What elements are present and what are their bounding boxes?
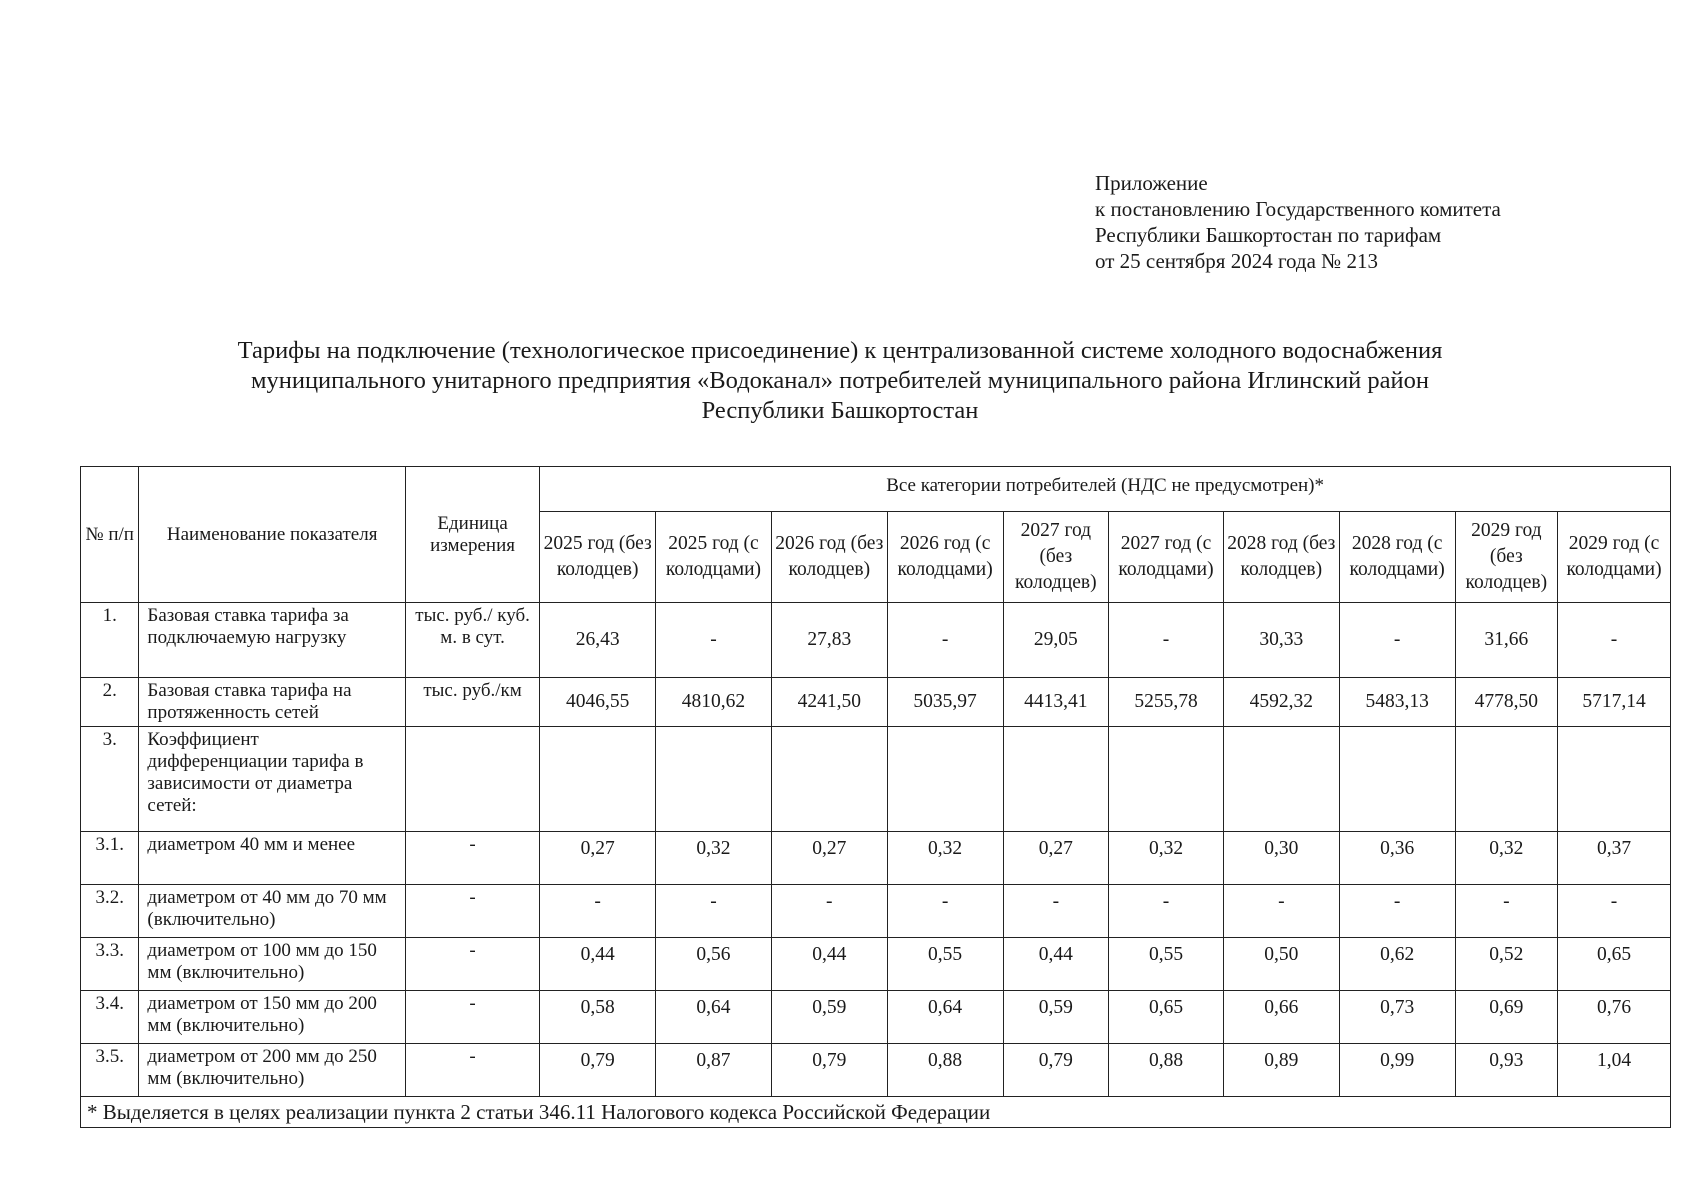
row-value: - <box>1339 885 1455 938</box>
row-value: 29,05 <box>1003 603 1109 678</box>
row-number: 3.4. <box>81 991 139 1044</box>
row-value: - <box>1339 603 1455 678</box>
table-row <box>81 678 1671 727</box>
row-unit <box>405 727 539 832</box>
header-name: Наименование показателя <box>139 467 406 603</box>
row-value: 0,65 <box>1558 938 1671 991</box>
row-value: 0,55 <box>887 938 1003 991</box>
header-year: 2026 год (без колодцев) <box>771 512 887 603</box>
row-value <box>1003 727 1109 832</box>
header-unit: Единица измерения <box>405 467 539 603</box>
row-value: 0,32 <box>887 832 1003 885</box>
row-value: - <box>771 885 887 938</box>
row-value: - <box>656 885 772 938</box>
header-year: 2025 год (без колодцев) <box>540 512 656 603</box>
table-header-row <box>81 467 1671 512</box>
row-indicator-name: диаметром 40 мм и менее <box>139 832 406 885</box>
row-value <box>1455 727 1558 832</box>
row-value: 0,27 <box>540 832 656 885</box>
table-row <box>81 603 1671 678</box>
row-indicator-name: диаметром от 100 мм до 150 мм (включительно) <box>139 938 406 991</box>
header-year: 2026 год (с колодцами) <box>887 512 1003 603</box>
header-year: 2028 год (с колодцами) <box>1339 512 1455 603</box>
row-value: 0,56 <box>656 938 772 991</box>
row-number: 1. <box>81 603 139 678</box>
table-row <box>81 885 1671 938</box>
row-number: 3.2. <box>81 885 139 938</box>
table-body <box>81 603 1671 1097</box>
row-value: 0,79 <box>771 1044 887 1097</box>
header-year: 2028 год (без колодцев) <box>1223 512 1339 603</box>
appendix-line: от 25 сентября 2024 года № 213 <box>1095 249 1378 273</box>
row-value: 0,27 <box>1003 832 1109 885</box>
row-value: 0,64 <box>656 991 772 1044</box>
title-line: Тарифы на подключение (технологическое присоединение) к централизованной системе холодного водоснабжения <box>237 337 1443 364</box>
row-value <box>771 727 887 832</box>
row-value: 4778,50 <box>1455 678 1558 727</box>
row-number: 2. <box>81 678 139 727</box>
row-value: 0,87 <box>656 1044 772 1097</box>
appendix-line: Приложение <box>1095 171 1208 195</box>
row-indicator-name: Базовая ставка тарифа на протяженность сетей <box>139 678 406 727</box>
row-value: 27,83 <box>771 603 887 678</box>
header-year: 2029 год (с колодцами) <box>1558 512 1671 603</box>
row-unit: - <box>405 885 539 938</box>
row-value: 4810,62 <box>656 678 772 727</box>
row-value: - <box>887 603 1003 678</box>
row-value: - <box>656 603 772 678</box>
row-unit: - <box>405 991 539 1044</box>
appendix-line: Республики Башкортостан по тарифам <box>1095 223 1442 247</box>
row-indicator-name: диаметром от 150 мм до 200 мм (включительно) <box>139 991 406 1044</box>
table-row <box>81 1044 1671 1097</box>
row-unit: - <box>405 832 539 885</box>
row-value: 0,36 <box>1339 832 1455 885</box>
header-year: 2025 год (с колодцами) <box>656 512 772 603</box>
row-value: 0,93 <box>1455 1044 1558 1097</box>
row-value: 0,88 <box>1109 1044 1224 1097</box>
table-row <box>81 727 1671 832</box>
row-value: 0,58 <box>540 991 656 1044</box>
row-value: - <box>1109 885 1224 938</box>
row-number: 3.3. <box>81 938 139 991</box>
row-value: - <box>540 885 656 938</box>
row-value: - <box>1003 885 1109 938</box>
row-value <box>1109 727 1224 832</box>
row-value: 5035,97 <box>887 678 1003 727</box>
row-value: 0,50 <box>1223 938 1339 991</box>
row-value <box>1223 727 1339 832</box>
row-value: 0,66 <box>1223 991 1339 1044</box>
tariff-table <box>80 466 1671 1128</box>
row-value: 0,59 <box>1003 991 1109 1044</box>
row-indicator-name: Коэффициент дифференциации тарифа в зависимости от диаметра сетей: <box>139 727 406 832</box>
row-value: 0,79 <box>540 1044 656 1097</box>
header-year: 2027 год (с колодцами) <box>1109 512 1224 603</box>
row-value: 4046,55 <box>540 678 656 727</box>
row-value: 26,43 <box>540 603 656 678</box>
row-value: 0,69 <box>1455 991 1558 1044</box>
row-value: 0,73 <box>1339 991 1455 1044</box>
row-value: 0,76 <box>1558 991 1671 1044</box>
row-value: 4413,41 <box>1003 678 1109 727</box>
table-row <box>81 938 1671 991</box>
row-value: 0,44 <box>540 938 656 991</box>
footnote: * Выделяется в целях реализации пункта 2 статьи 346.11 Налогового кодекса Российской Федерации <box>81 1097 1671 1128</box>
row-number: 3. <box>81 727 139 832</box>
row-indicator-name: диаметром от 200 мм до 250 мм (включительно) <box>139 1044 406 1097</box>
row-value: 5255,78 <box>1109 678 1224 727</box>
row-value: 0,55 <box>1109 938 1224 991</box>
row-value: 0,32 <box>1109 832 1224 885</box>
row-value: 0,62 <box>1339 938 1455 991</box>
row-value: 0,30 <box>1223 832 1339 885</box>
title-line: муниципального унитарного предприятия «Водоканал» потребителей муниципального района Иглинский район <box>250 367 1430 394</box>
row-value: - <box>1558 603 1671 678</box>
header-year: 2027 год (без колодцев) <box>1003 512 1109 603</box>
row-value: 0,89 <box>1223 1044 1339 1097</box>
row-value <box>656 727 772 832</box>
row-value: 5717,14 <box>1558 678 1671 727</box>
row-value: 0,99 <box>1339 1044 1455 1097</box>
row-value <box>1558 727 1671 832</box>
row-value: 0,59 <box>771 991 887 1044</box>
title-line: Республики Башкортостан <box>701 397 979 424</box>
row-value: 5483,13 <box>1339 678 1455 727</box>
row-value: 0,27 <box>771 832 887 885</box>
row-value <box>540 727 656 832</box>
row-unit: - <box>405 1044 539 1097</box>
row-value: 1,04 <box>1558 1044 1671 1097</box>
row-value: - <box>1455 885 1558 938</box>
row-value <box>1339 727 1455 832</box>
row-value: 0,44 <box>771 938 887 991</box>
table-row <box>81 832 1671 885</box>
appendix-block <box>1095 170 1501 274</box>
row-indicator-name: Базовая ставка тарифа за подключаемую нагрузку <box>139 603 406 678</box>
row-number: 3.1. <box>81 832 139 885</box>
document-title <box>120 336 1560 426</box>
row-value: 0,37 <box>1558 832 1671 885</box>
row-value: - <box>1223 885 1339 938</box>
header-num: № п/п <box>81 467 139 603</box>
row-value <box>887 727 1003 832</box>
row-value: 0,32 <box>656 832 772 885</box>
row-value: 0,32 <box>1455 832 1558 885</box>
row-value: 31,66 <box>1455 603 1558 678</box>
row-value: - <box>1558 885 1671 938</box>
row-value: 4592,32 <box>1223 678 1339 727</box>
row-unit: тыс. руб./ куб. м. в сут. <box>405 603 539 678</box>
footnote-row <box>81 1097 1671 1128</box>
row-value: 0,79 <box>1003 1044 1109 1097</box>
row-indicator-name: диаметром от 40 мм до 70 мм (включительно) <box>139 885 406 938</box>
row-value: 0,44 <box>1003 938 1109 991</box>
row-value: 0,88 <box>887 1044 1003 1097</box>
row-unit: тыс. руб./км <box>405 678 539 727</box>
row-value: 0,65 <box>1109 991 1224 1044</box>
row-value: 0,52 <box>1455 938 1558 991</box>
row-value: 0,64 <box>887 991 1003 1044</box>
table-row <box>81 991 1671 1044</box>
appendix-line: к постановлению Государственного комитета <box>1095 197 1501 221</box>
row-value: 30,33 <box>1223 603 1339 678</box>
row-value: 4241,50 <box>771 678 887 727</box>
row-value: - <box>1109 603 1224 678</box>
row-value: - <box>887 885 1003 938</box>
header-year: 2029 год (без колодцев) <box>1455 512 1558 603</box>
row-unit: - <box>405 938 539 991</box>
row-number: 3.5. <box>81 1044 139 1097</box>
header-consumer-group: Все категории потребителей (НДС не предусмотрен)* <box>540 467 1671 512</box>
